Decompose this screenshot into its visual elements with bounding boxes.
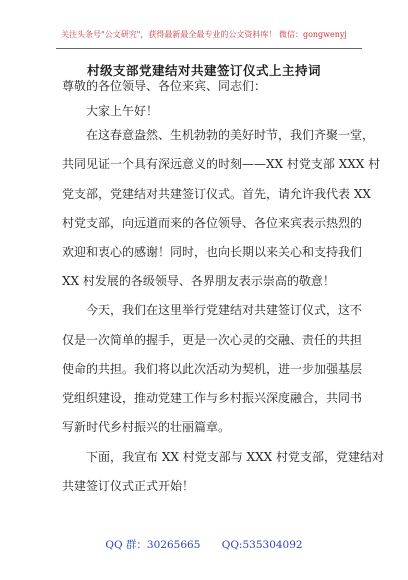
- paragraph-line: 使命的共担。我们将以此次活动为契机，进一步加强基层: [62, 362, 363, 376]
- paragraph-line: 党组织建设，推动党建工作与乡村振兴深度融合，共同书: [62, 391, 363, 405]
- paragraph-line: 写新时代乡村振兴的壮丽篇章。: [62, 420, 231, 434]
- paragraph-line: XX 村发展的各级领导、各界朋友表示崇高的敬意！: [62, 274, 335, 288]
- greeting: 大家上午好！: [86, 104, 159, 118]
- footer-contact: [0, 537, 408, 552]
- paragraph-line: 今天，我们在这里举行党建结对共建签订仪式，这不: [86, 303, 363, 317]
- header-banner: 关注头条号"公文研究"，获得最新最全最专业的公文资料库！ 微信：gongwenyj: [61, 30, 347, 39]
- paragraph-line: 欢迎和衷心的感谢！同时，也向长期以来关心和支持我们: [62, 245, 363, 259]
- qq-group-number: QQ 群：30265665: [105, 539, 201, 551]
- paragraph-line: 在这春意盎然、生机勃勃的美好时节，我们齐聚一堂，: [86, 128, 375, 142]
- paragraph-line: 村党支部，向远道而来的各位领导、各位来宾表示热烈的: [62, 216, 363, 230]
- header-divider: [56, 48, 362, 49]
- paragraph-line: 共同见证一个具有深远意义的时刻——XX 村党支部 XXX 村: [62, 157, 381, 171]
- paragraph-line: 下面，我宣布 XX 村党支部与 XXX 村党支部，党建结对: [86, 450, 384, 464]
- paragraph-line: 共建签订仪式正式开始！: [62, 479, 195, 493]
- salutation: 尊敬的各位领导、各位来宾、同志们：: [62, 79, 267, 93]
- paragraph-line: 仅是一次简单的握手，更是一次心灵的交融、责任的共担: [62, 333, 363, 347]
- document-title: 村级支部党建结对共建签订仪式上主持词: [86, 63, 321, 78]
- paragraph-line: 党支部，党建结对共建签订仪式。首先，请允许我代表 XX: [62, 187, 371, 201]
- qq-number: QQ:535304092: [221, 539, 303, 551]
